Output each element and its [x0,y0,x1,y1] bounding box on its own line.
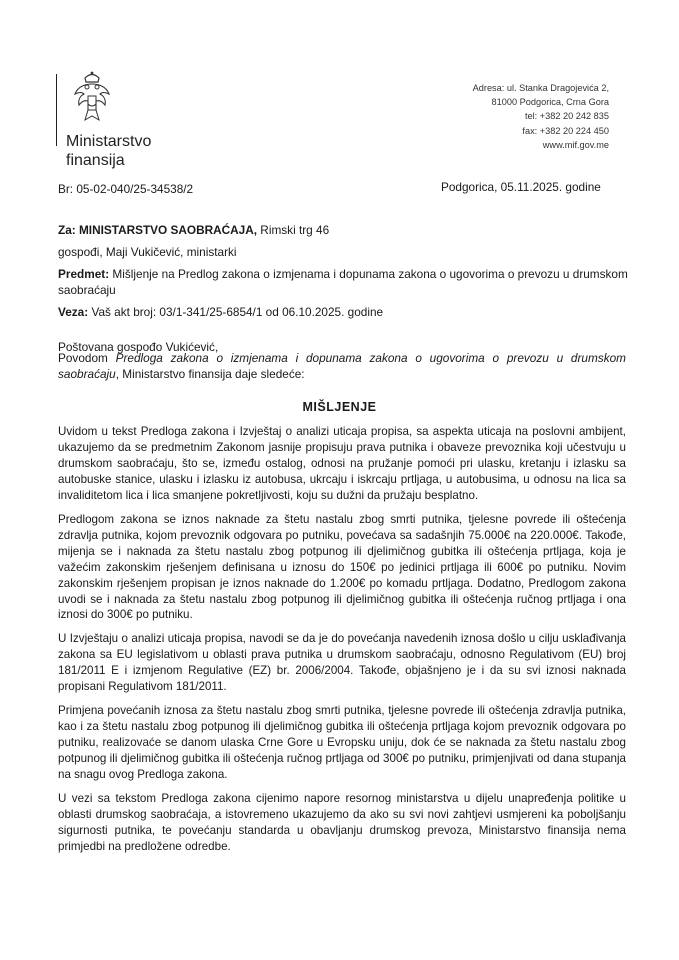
subject-line [58,266,628,298]
subject-label: Predmet: [58,267,110,281]
salutation: Poštovana gospođo Vukićević, [58,340,219,354]
address-street: Adresa: ul. Stanka Dragojevića 2, [472,83,609,93]
intro-post: , Ministarstvo finansija daje sledeće: [115,367,305,381]
recipient-label: Za: MINISTARSTVO SAOBRAĆAJA, [58,223,258,237]
reference-line [58,304,628,320]
address-fax: fax: +382 20 224 450 [522,125,609,136]
recipient-person: gospođi, Maji Vukičević, ministarki [58,245,237,259]
subject-text: Mišljenje na Predlog zakona o izmjenama i dopunama zakona o ugovorima o prevozu u drumskom saobraćaju [58,267,628,297]
address-phone: tel: +382 20 242 835 [524,111,609,122]
ministry-name [66,132,151,170]
reference-number: Br: 05-02-040/25-34538/2 [58,182,194,196]
body-paragraph-5: U vezi sa tekstom Predloga zakona cijenimo napore resornog ministarstva u dijelu unapređenja politike u oblasti drumskog saobraćaja, a istovremeno ukazujemo da ako su svi novi zahtjevi usmjereni ka poboljšanju sigurnosti putnika, te povećanju standarda u obavljanju drumskog prevoza, Ministarstvo finansija nema primjedbi na predložene odredbe. [58,792,626,853]
reference-label: Veza: [58,305,89,319]
letter-body [58,424,626,863]
intro-law-title: Predloga zakona o izmjenama i dopunama zakona o ugovorima o prevozu u drumskom saobraćaju [58,351,626,381]
header-divider [56,74,57,146]
ministry-name-line2: finansija [66,152,125,169]
address-website: www.mif.gov.me [542,139,609,150]
reference-text: Vaš akt broj: 03/1-341/25-6854/1 od 06.10.2025. godine [88,305,384,319]
ministry-name-line1: Ministarstvo [66,133,152,150]
opinion-title: MIŠLJENJE [302,400,377,414]
body-paragraph-3: U Izvještaju o analizi uticaja propisa, navodi se da je do povećanja navedenih iznosa došlo u cilju usklađivanja zakona sa EU legislativom u oblasti prava putnika u drumskom saobraćaju, odnosno Regulativom (EU) broj 181/2011 E i izmjenom Regulative (EZ) br. 2006/2004. Takođe, objašnjeno je i da su svi iznosi naknada propisani Regulativom 181/2011. [58,632,626,694]
address-city: 81000 Podgorica, Crna Gora [491,97,609,108]
intro-paragraph [58,350,626,382]
intro-pre: Povodom [58,351,116,365]
body-paragraph-1: Uvidom u tekst Predloga zakona i Izvještaj o analizi uticaja propisa, sa aspekta uticaja na poslovni ambijent, ukazujemo da se predmetnim Zakonom jasnije propisuju prava putnika i obaveze prevoznika koji učestvuju u drumskom saobraćaju, što se, između ostalog, odnosi na pružanje pomoći pri ulasku, kretanju i izlasku sa autobuske stanice, ulasku i izlasku iz autobusa, ukrcaju i iskrcaju prtljaga, u autobusima, u odnosu na lica sa invaliditetom lica i lica smanjene pokretljivosti, koju su dužni da pružaju besplatno. [58,425,626,502]
coat-of-arms-icon [72,70,112,128]
addressee-block [58,222,628,326]
letter-date: Podgorica, 05.11.2025. godine [441,180,601,194]
recipient-address: Rimski trg 46 [257,223,330,237]
body-paragraph-2: Predlogom zakona se iznos naknade za štetu nastalu zbog smrti putnika, tjelesne povrede ili oštećenja zdravlja putnika, kojom prevoznik odgovara po putniku, povećava sa sadašnjih 75.000€ na 220.000€. Takođe, mijenja se i naknada za štetu nastalu zbog potpunog ili djelimičnog gubitka ili oštećenja prtljaga, koja je važećim zakonskim rješenjem definisana u iznosu do 150€ po jedinici prtljaga ili 600€ po putniku. Novim zakonskim rješenjem propisan je iznos naknade do 1.200€ po komadu prtljaga. Dodatno, Predlogom zakona uvodi se i naknada za štetu nastalu zbog potpunog ili djelimičnog gubitka ili oštećenja ručnog prtljaga i ona iznosi do 300€ po putniku. [58,512,626,622]
recipient-line [58,222,628,238]
ministry-address [473,81,609,152]
body-paragraph-4: Primjena povećanih iznosa za štetu nastalu zbog smrti putnika, tjelesne povrede ili oštećenja zdravlja putnika, kao i za štetu nastalu zbog potpunog ili djelimičnog gubitka ili oštećenja prtljaga kojom prevoznik odgovara po putniku, realizovaće se danom ulaska Crne Gore u Evropsku uniju, dok će se naknada za štetu nastalu zbog potpunog ili djelimičnog gubitka ili oštećenja ručnog prtljaga od 300€ po putniku, primjenjivati od dana stupanja na snagu ovog Predloga zakona. [58,704,626,782]
